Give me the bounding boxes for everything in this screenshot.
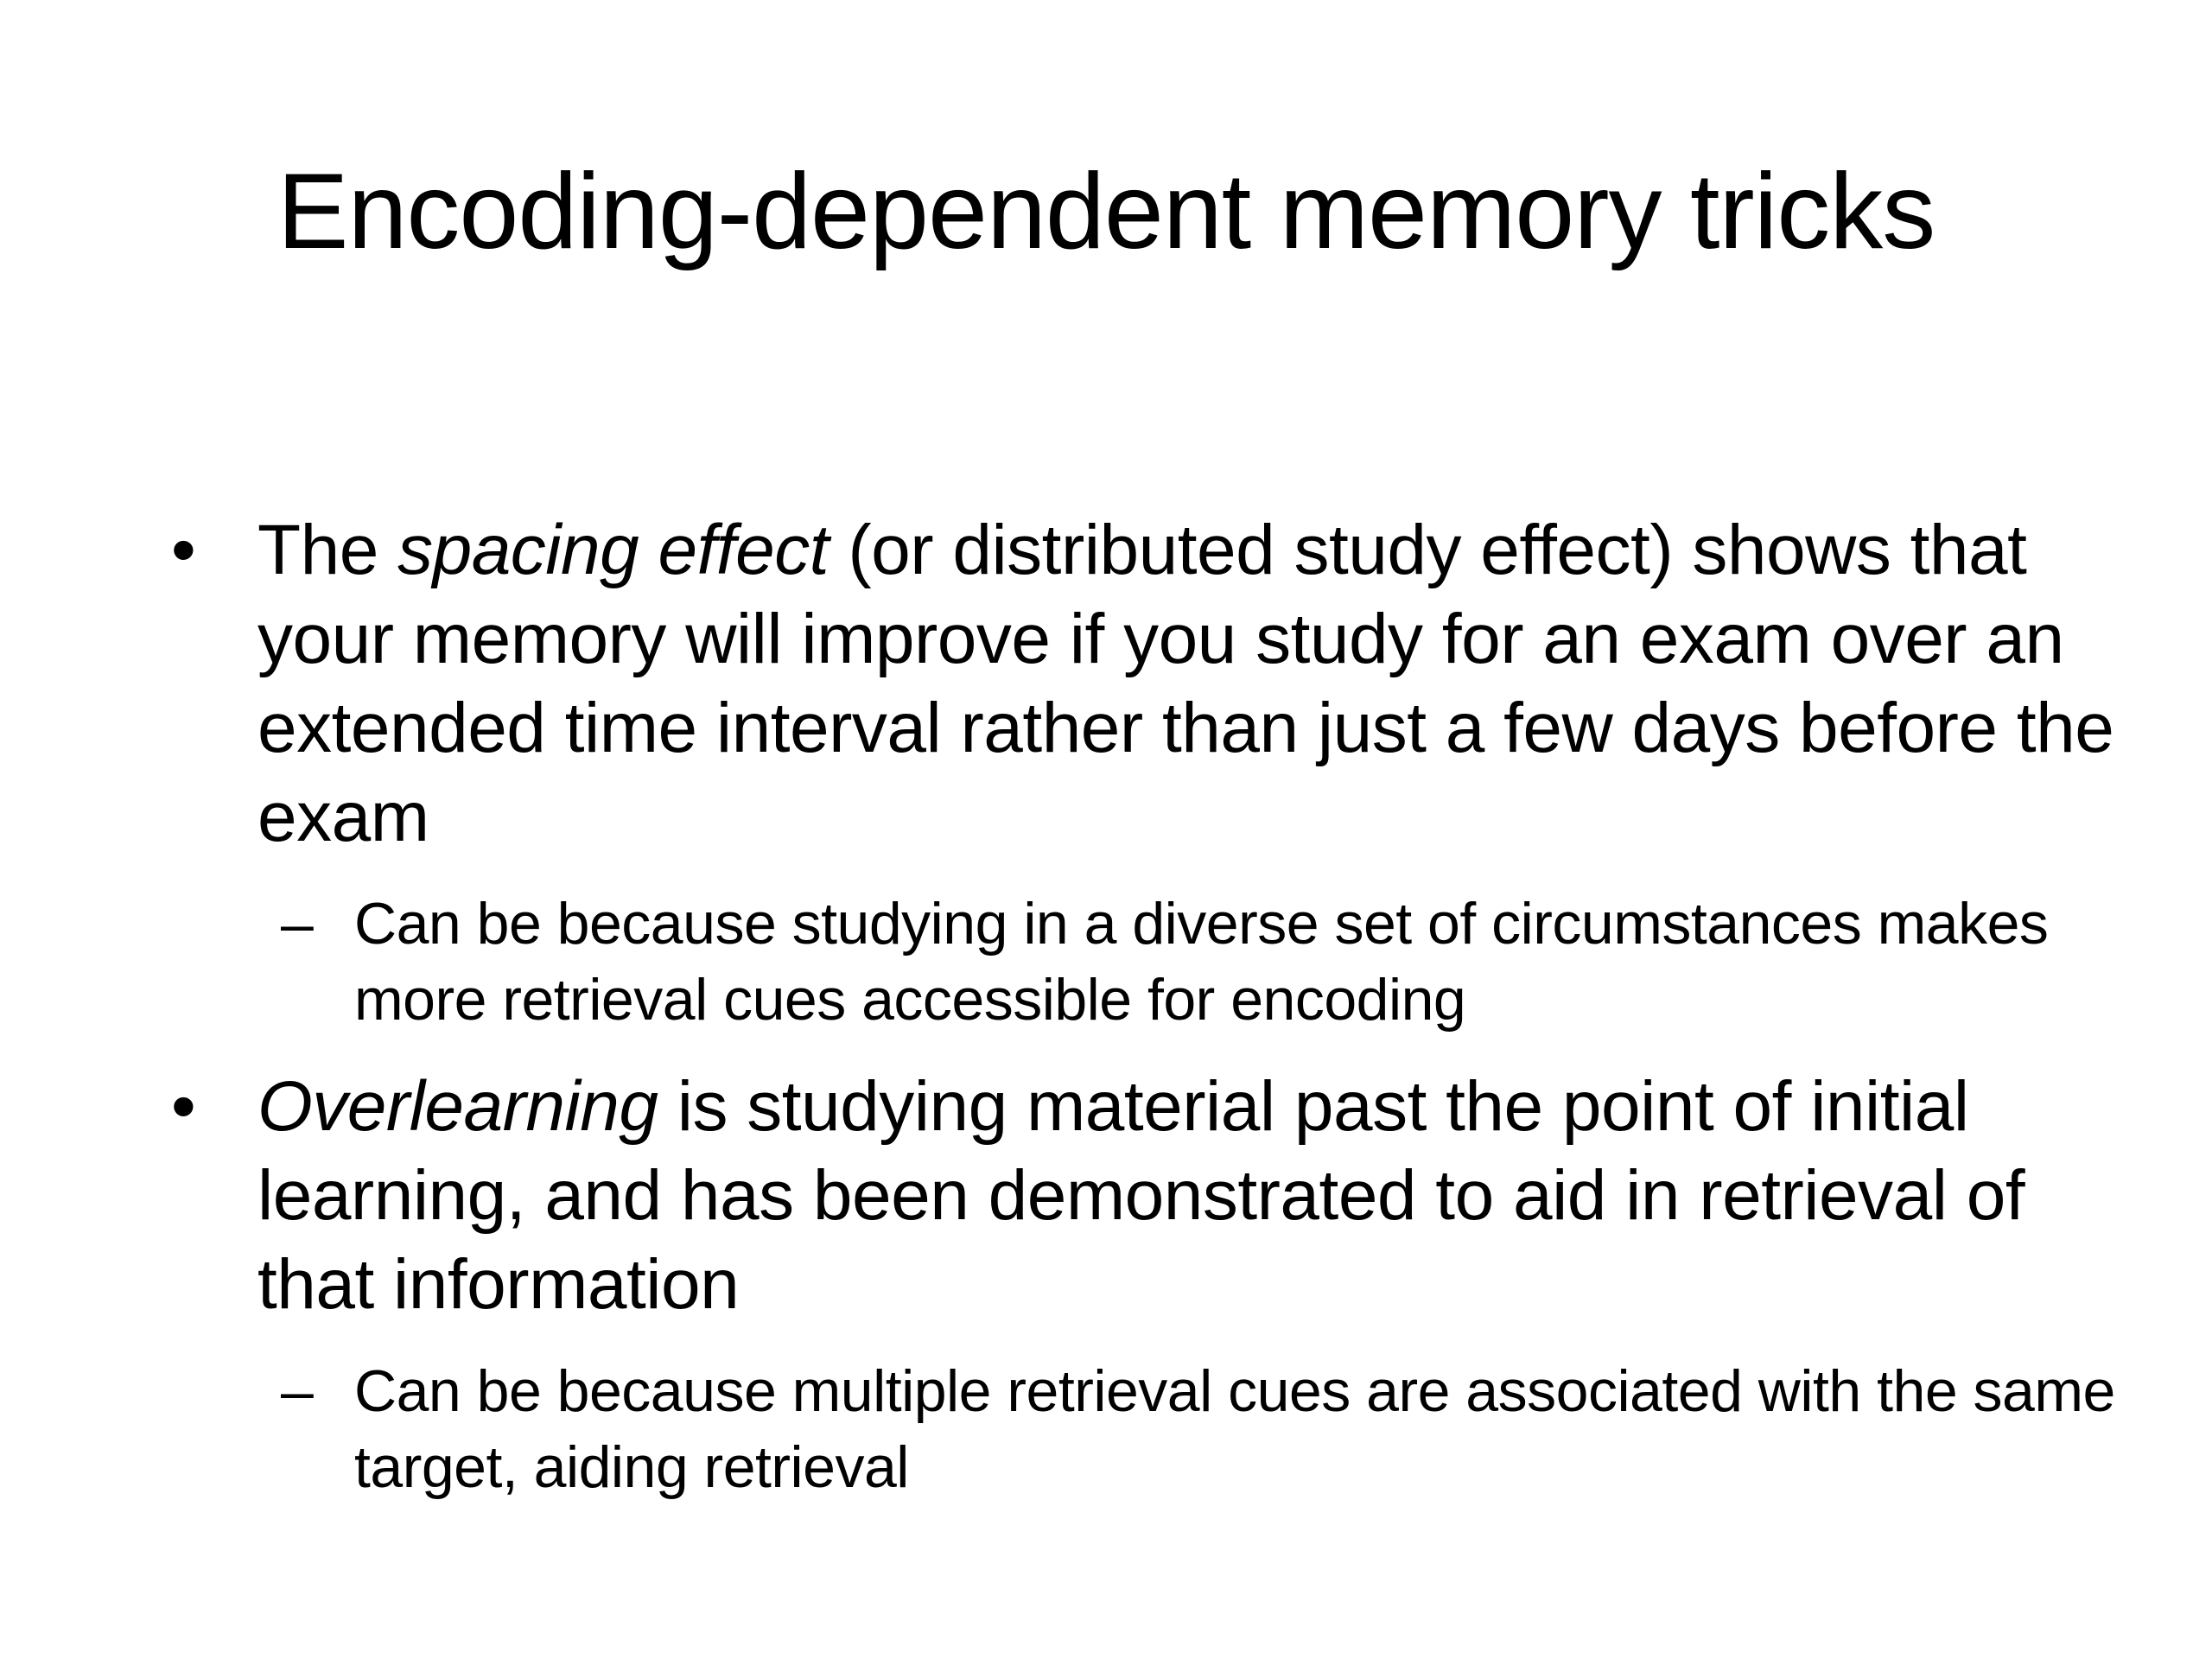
bullet-text-after: is studying material past the point of initial learning, and has been demonstrated to aid in retrieval of that information xyxy=(257,1067,2025,1324)
bullet-overlearning xyxy=(164,1062,2143,1329)
sub-bullet-text: Can be because multiple retrieval cues are associated with the same target, aiding retrieval xyxy=(354,1358,2115,1500)
sub-bullet-marker: – xyxy=(281,891,314,957)
bullet-text-before: The xyxy=(257,511,398,589)
bullet-term: Overlearning xyxy=(257,1067,658,1146)
bullet-spacing-effect xyxy=(164,505,2143,861)
sub-bullet-marker: – xyxy=(281,1358,314,1424)
slide-body xyxy=(164,505,2143,1505)
bullet-marker: • xyxy=(171,1067,196,1146)
bullet-term: spacing effect xyxy=(397,511,830,589)
bullet-marker: • xyxy=(171,511,196,589)
sub-bullet-spacing-effect xyxy=(164,886,2143,1038)
sub-bullet-text: Can be because studying in a diverse set of circumstances makes more retrieval cues accessible for encoding xyxy=(354,891,2049,1033)
bullet-text-after: (or distributed study effect) shows that your memory will improve if you study for an exam over an extended time interval rather than just a few days before the exam xyxy=(257,511,2114,856)
sub-bullet-overlearning xyxy=(164,1353,2143,1505)
slide-title: Encoding-dependent memory tricks xyxy=(276,152,1936,271)
